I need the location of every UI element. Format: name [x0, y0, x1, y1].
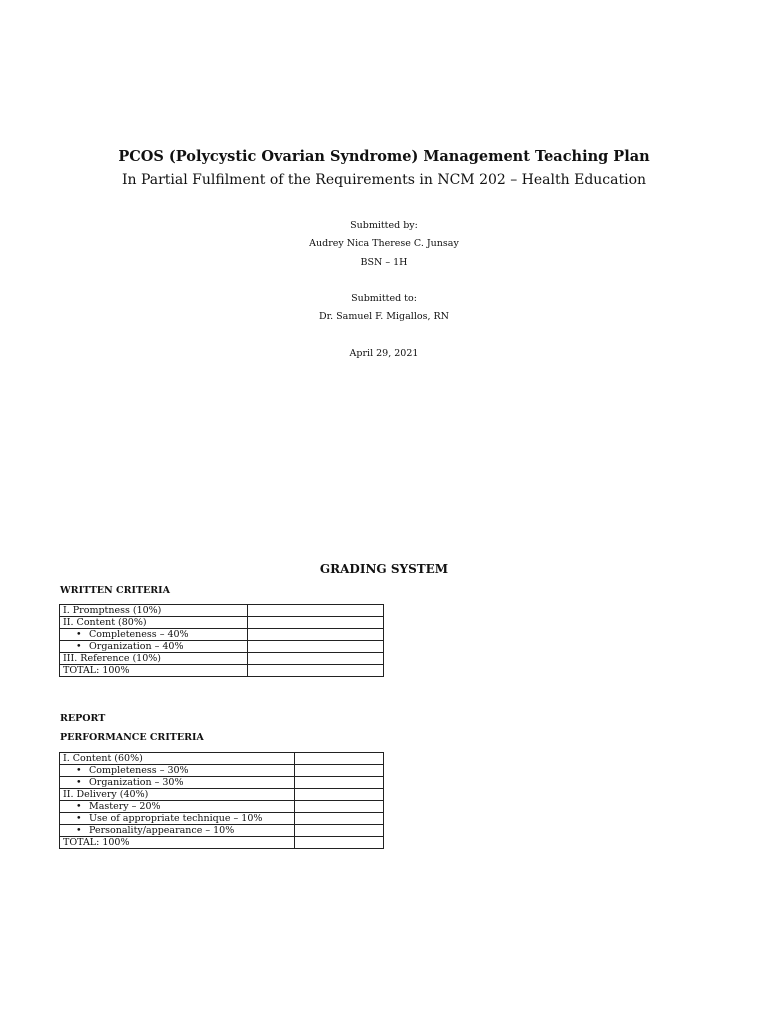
table-row	[60, 813, 384, 825]
table-row	[60, 777, 384, 789]
criteria-cell: • Organization – 40%	[60, 641, 248, 653]
criteria-cell: II. Delivery (40%)	[60, 789, 295, 801]
score-cell	[295, 825, 384, 837]
criteria-cell: TOTAL: 100%	[60, 665, 248, 677]
instructor-name: Dr. Samuel F. Migallos, RN	[319, 311, 449, 322]
table-row	[60, 641, 384, 653]
performance-criteria-table	[59, 752, 384, 849]
table-row	[60, 789, 384, 801]
score-cell	[295, 765, 384, 777]
document-title: PCOS (Polycystic Ovarian Syndrome) Management Teaching Plan	[118, 148, 650, 165]
criteria-cell: • Mastery – 20%	[60, 801, 295, 813]
table-row	[60, 753, 384, 765]
written-criteria-label: WRITTEN CRITERIA	[60, 585, 170, 596]
table-row	[60, 837, 384, 849]
criteria-cell: II. Content (80%)	[60, 617, 248, 629]
submission-date: April 29, 2021	[349, 348, 419, 359]
score-cell	[248, 617, 384, 629]
criteria-cell: • Use of appropriate technique – 10%	[60, 813, 295, 825]
table-row	[60, 653, 384, 665]
score-cell	[295, 813, 384, 825]
criteria-cell: • Organization – 30%	[60, 777, 295, 789]
score-cell	[295, 753, 384, 765]
score-cell	[248, 653, 384, 665]
table-row	[60, 801, 384, 813]
document-subtitle: In Partial Fulfilment of the Requirements in NCM 202 – Health Education	[121, 172, 647, 188]
table-row	[60, 605, 384, 617]
criteria-cell: TOTAL: 100%	[60, 837, 295, 849]
score-cell	[295, 789, 384, 801]
table-row	[60, 665, 384, 677]
criteria-cell: • Completeness – 40%	[60, 629, 248, 641]
criteria-cell: I. Promptness (10%)	[60, 605, 248, 617]
written-criteria-table	[59, 604, 384, 677]
criteria-cell: • Personality/appearance – 10%	[60, 825, 295, 837]
student-section: BSN – 1H	[360, 257, 408, 268]
score-cell	[248, 605, 384, 617]
criteria-cell: I. Content (60%)	[60, 753, 295, 765]
score-cell	[295, 801, 384, 813]
score-cell	[248, 665, 384, 677]
table-row	[60, 765, 384, 777]
score-cell	[248, 629, 384, 641]
submitted-by-label: Submitted by:	[350, 220, 418, 231]
table-row	[60, 825, 384, 837]
table-row	[60, 629, 384, 641]
submitted-to-label: Submitted to:	[351, 293, 417, 304]
score-cell	[295, 837, 384, 849]
table-row	[60, 617, 384, 629]
performance-criteria-label: PERFORMANCE CRITERIA	[60, 732, 204, 743]
report-label: REPORT	[60, 713, 106, 724]
criteria-cell: III. Reference (10%)	[60, 653, 248, 665]
score-cell	[248, 641, 384, 653]
grading-system-title: GRADING SYSTEM	[319, 562, 449, 576]
criteria-cell: • Completeness – 30%	[60, 765, 295, 777]
student-name: Audrey Nica Therese C. Junsay	[309, 238, 459, 249]
score-cell	[295, 777, 384, 789]
